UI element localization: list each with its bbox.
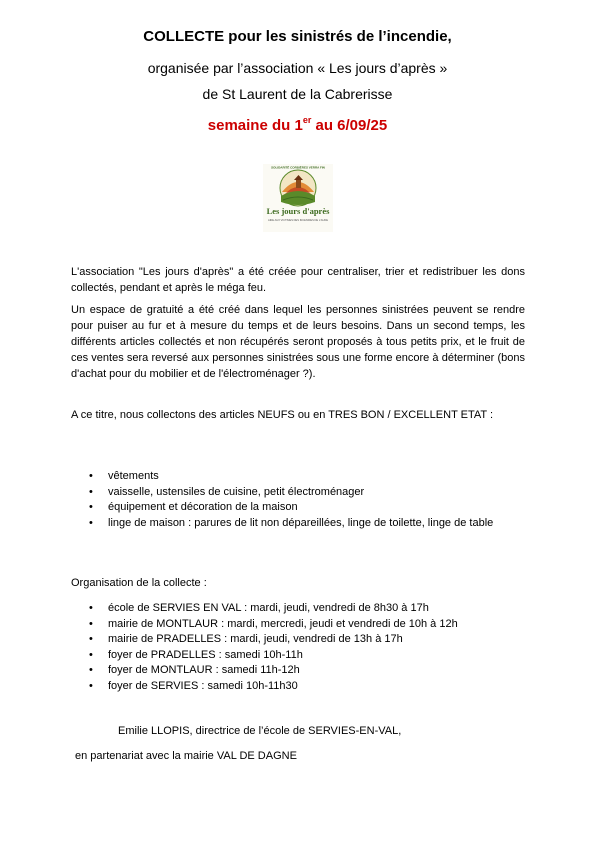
partner-line: en partenariat avec la mairie VAL DE DAGNE xyxy=(75,750,297,762)
list-item xyxy=(71,663,531,679)
list-item xyxy=(71,632,531,648)
bullet-icon: • xyxy=(89,485,93,498)
week-prefix: semaine du 1 xyxy=(207,117,303,134)
collection-criteria: A ce titre, nous collectons des articles NEUFS ou en TRES BON / EXCELLENT ETAT : xyxy=(71,409,494,421)
list-item xyxy=(71,516,511,532)
organisation-title: Organisation de la collecte : xyxy=(71,577,207,589)
bullet-icon: • xyxy=(89,602,93,614)
bullet-icon: • xyxy=(89,516,93,529)
collection-title: COLLECTE pour les sinistrés de l’incendie, xyxy=(143,28,452,45)
bullet-icon: • xyxy=(89,617,93,630)
intro-paragraph: L'association "Les jours d'après" a été créée pour centraliser, trier et redistribuer les dons collectés, pendant et après le méga feu. xyxy=(71,266,525,294)
list-item xyxy=(71,679,531,695)
list-item-text: foyer de SERVIES : samedi 10h-11h30 xyxy=(108,679,298,692)
bullet-icon: • xyxy=(89,633,93,645)
list-item-text: vaisselle, ustensiles de cuisine, petit électroménager xyxy=(108,485,365,498)
list-item xyxy=(71,485,511,501)
bullet-icon: • xyxy=(89,648,93,661)
list-item-text: linge de maison : parures de lit non dépareillées, linge de toilette, linge de table xyxy=(108,516,494,529)
association-logo xyxy=(263,164,333,232)
list-item xyxy=(71,601,531,617)
list-item-text: école de SERVIES EN VAL : mardi, jeudi, vendredi de 8h30 à 17h xyxy=(108,602,429,614)
logo-arc-text: SOLIDARITÉ CORBIÈRES VERRA FIN xyxy=(271,165,325,170)
list-item-text: vêtements xyxy=(108,470,159,482)
location-line: de St Laurent de la Cabrerisse xyxy=(202,86,393,102)
organizer-line: organisée par l’association « Les jours d’après » xyxy=(147,60,448,76)
list-item xyxy=(71,469,511,485)
bullet-icon: • xyxy=(89,470,93,482)
list-item-text: foyer de MONTLAUR : samedi 11h-12h xyxy=(108,664,300,676)
week-suffix: au 6/09/25 xyxy=(311,117,388,134)
organisation-list xyxy=(71,601,531,694)
list-item-text: équipement et décoration de la maison xyxy=(108,501,298,513)
list-item-text: mairie de MONTLAUR : mardi, mercredi, jeudi et vendredi de 10h à 12h xyxy=(108,617,458,630)
logo-tagline: AIDE AUX VICTIMES DES INCENDIES DE L'AUDE xyxy=(267,219,329,222)
bullet-icon: • xyxy=(89,664,93,676)
free-space-paragraph: Un espace de gratuité a été créé dans lequel les personnes sinistrées peuvent se rendre pour puiser au fur et à mesure du temps et de leurs besoins. Dans un second temps, les différents articles collectés et non récupérés seront proposés à tous petits prix, et le fruit de ces ventes sera reversé aux personnes sinistrées sous une forme encore à déterminer (bons d'achat pour du mobilier et de l'électroménager ?). xyxy=(71,304,525,380)
bullet-icon: • xyxy=(89,501,93,513)
list-item xyxy=(71,500,511,516)
list-item xyxy=(71,617,531,633)
list-item-text: mairie de PRADELLES : mardi, jeudi, vendredi de 13h à 17h xyxy=(108,633,403,645)
bullet-icon: • xyxy=(89,679,93,692)
logo-name: Les jours d'après xyxy=(266,206,330,216)
list-item-text: foyer de PRADELLES : samedi 10h-11h xyxy=(108,648,303,661)
items-list xyxy=(71,469,511,531)
week-line xyxy=(0,115,595,134)
list-item xyxy=(71,648,531,664)
signature-line: Emilie LLOPIS, directrice de l’école de SERVIES-EN-VAL, xyxy=(118,725,402,737)
week-superscript: er xyxy=(302,115,312,125)
